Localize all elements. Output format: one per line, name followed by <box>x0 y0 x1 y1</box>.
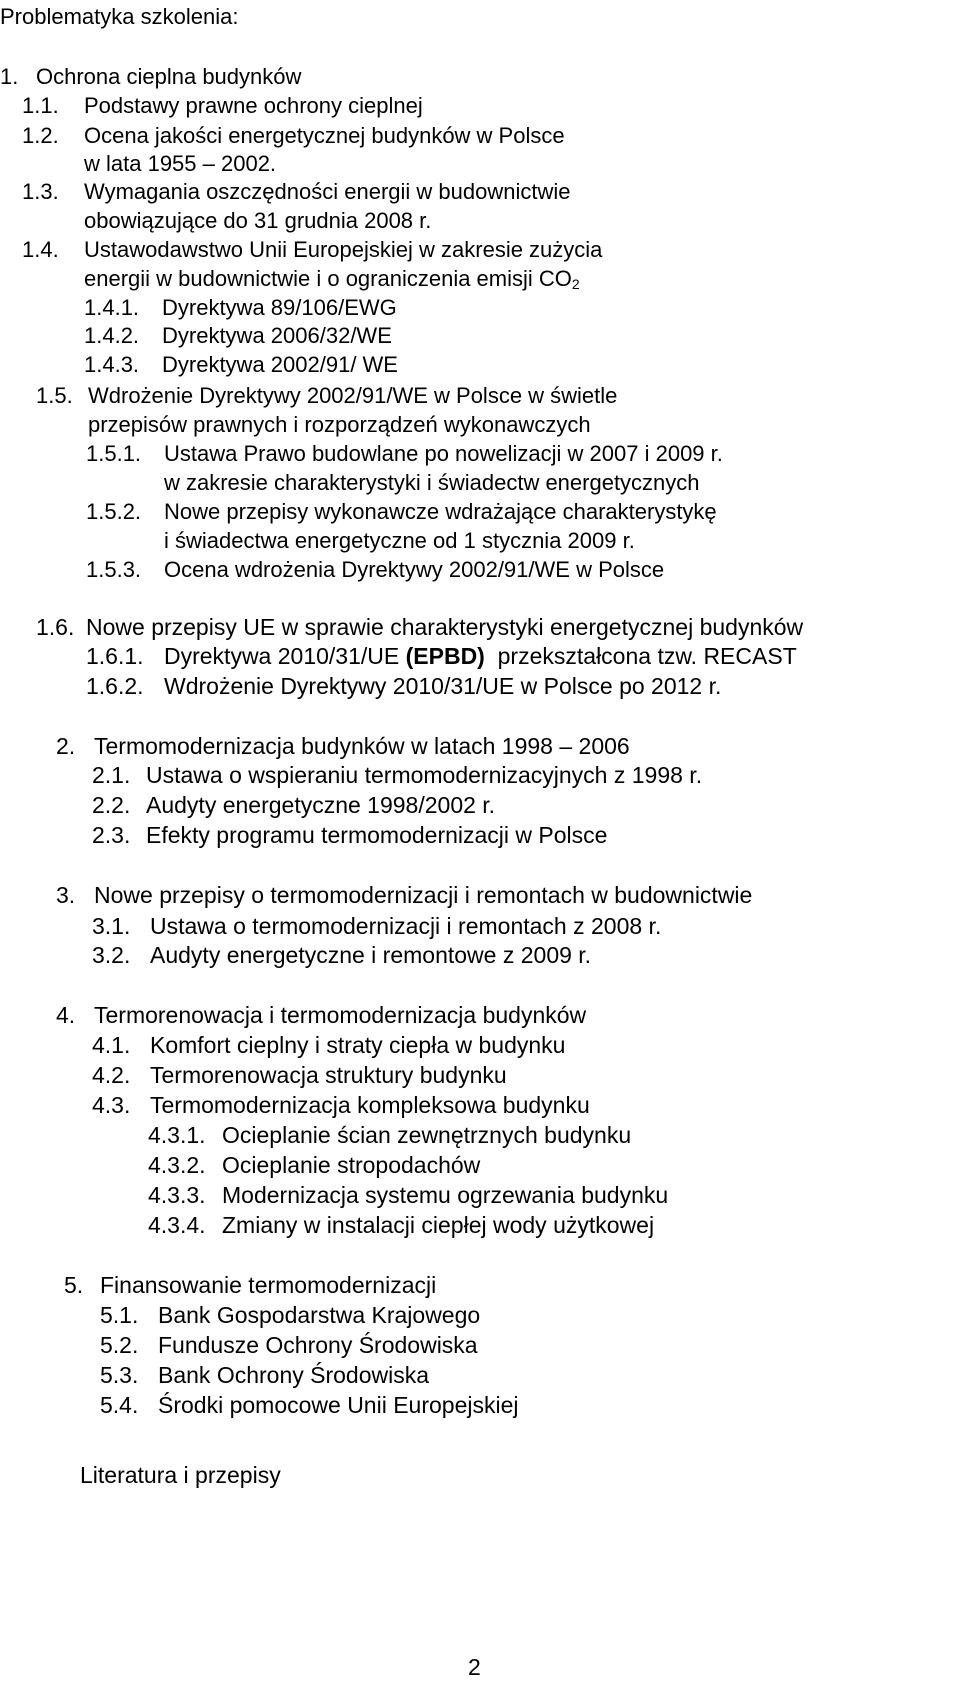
list-item-5-2 <box>100 1332 478 1358</box>
item-number: 4.3.1. <box>148 1122 206 1148</box>
literature-heading: Literatura i przepisy <box>80 1462 281 1488</box>
item-number: 1.2. <box>22 123 59 148</box>
list-item-1-4-2 <box>84 323 392 349</box>
item-text: energii w budownictwie i o ograniczenia emisji CO <box>84 266 572 291</box>
list-item-1-2-continuation: w lata 1955 – 2002. <box>84 151 277 176</box>
item-text: Ocieplanie ścian zewnętrznych budynku <box>222 1122 632 1148</box>
item-number: 4.3.3. <box>148 1182 206 1208</box>
list-item-5-3 <box>100 1362 429 1388</box>
section-2-title <box>56 733 630 759</box>
list-item-5-4 <box>100 1392 519 1418</box>
item-text: Bank Gospodarstwa Krajowego <box>158 1302 481 1328</box>
section-3-title <box>56 882 752 908</box>
item-number: 2.3. <box>92 822 131 848</box>
list-item-4-3-2 <box>148 1152 480 1178</box>
item-text: Nowe przepisy wykonawcze wdrażające charakterystykę <box>164 499 717 524</box>
item-number: 1.4.1. <box>84 295 140 320</box>
item-number: 2. <box>56 733 76 759</box>
item-text: Nowe przepisy o termomodernizacji i remontach w budownictwie <box>94 882 753 908</box>
item-text: przekształcona tzw. RECAST <box>484 643 797 669</box>
item-text: Dyrektywa 89/106/EWG <box>162 295 397 320</box>
list-item-2-1 <box>92 762 702 788</box>
item-number: 5.2. <box>100 1332 139 1358</box>
list-item-1-3-continuation: obowiązujące do 31 grudnia 2008 r. <box>84 208 432 233</box>
list-item-2-2 <box>92 792 495 818</box>
item-number: 5.4. <box>100 1392 139 1418</box>
item-text: Wymagania oszczędności energii w budownictwie <box>84 179 571 204</box>
list-item-1-4-continuation <box>84 266 580 297</box>
item-text: Termomodernizacja kompleksowa budynku <box>150 1092 590 1118</box>
item-text: Ustawa o termomodernizacji i remontach z 2008 r. <box>150 913 662 939</box>
section-5-title <box>64 1272 436 1298</box>
item-number: 4.3.4. <box>148 1212 206 1238</box>
item-text: Ustawodawstwo Unii Europejskiej w zakresie zużycia <box>84 237 603 262</box>
section-1-title <box>0 64 301 90</box>
item-number: 1.5.2. <box>86 499 142 524</box>
item-text: Wdrożenie Dyrektywy 2002/91/WE w Polsce w świetle <box>88 383 618 408</box>
item-text: Modernizacja systemu ogrzewania budynku <box>222 1182 669 1208</box>
list-item-1-5-1 <box>86 441 723 467</box>
list-item-4-1 <box>92 1032 565 1058</box>
item-text: Nowe przepisy UE w sprawie charakterystyki energetycznej budynków <box>86 614 804 640</box>
item-text: Dyrektywa 2010/31/UE <box>164 643 406 669</box>
subscript: 2 <box>571 276 580 292</box>
item-text: Ustawa o wspieraniu termomodernizacyjnych z 1998 r. <box>146 762 703 788</box>
item-text: Termorenowacja i termomodernizacja budynków <box>94 1002 587 1028</box>
item-text: Ocieplanie stropodachów <box>222 1152 481 1178</box>
item-number: 1.3. <box>22 179 59 204</box>
list-item-1-5-2 <box>86 499 717 525</box>
item-number: 3.1. <box>92 913 131 939</box>
list-item-1-4-3 <box>84 352 398 378</box>
page-heading: Problematyka szkolenia: <box>0 4 239 29</box>
page-number: 2 <box>468 1654 481 1680</box>
list-item-1-5-3 <box>86 557 664 583</box>
item-text: Ocena wdrożenia Dyrektywy 2002/91/WE w Polsce <box>164 557 665 582</box>
item-text-bold: (EPBD) <box>405 643 485 669</box>
list-item-4-3 <box>92 1092 590 1118</box>
item-number: 5.1. <box>100 1302 139 1328</box>
item-text: Dyrektywa 2002/91/ WE <box>162 352 398 377</box>
item-number: 5. <box>64 1272 84 1298</box>
list-item-1-5 <box>36 383 617 409</box>
list-item-4-2 <box>92 1062 507 1088</box>
list-item-1-4-1 <box>84 295 397 321</box>
item-text: Dyrektywa 2006/32/WE <box>162 323 392 348</box>
list-item-1-6-1 <box>86 643 797 669</box>
list-item-5-1 <box>100 1302 480 1328</box>
list-item-1-5-2-continuation: i świadectwa energetyczne od 1 stycznia 2009 r. <box>164 528 635 553</box>
list-item-3-1 <box>92 913 661 939</box>
item-text: Termomodernizacja budynków w latach 1998 – 2006 <box>94 733 630 759</box>
item-number: 1.1. <box>22 93 59 118</box>
item-number: 3. <box>56 882 76 908</box>
item-number: 4. <box>56 1002 76 1028</box>
item-text: Termorenowacja struktury budynku <box>150 1062 507 1088</box>
item-number: 2.1. <box>92 762 131 788</box>
item-text: Ochrona cieplna budynków <box>36 64 302 89</box>
list-item-3-2 <box>92 942 591 968</box>
item-text: Podstawy prawne ochrony cieplnej <box>84 93 423 118</box>
item-text: Finansowanie termomodernizacji <box>100 1272 437 1298</box>
item-number: 1.4.3. <box>84 352 140 377</box>
item-number: 1.5. <box>36 383 73 408</box>
item-text: Bank Ochrony Środowiska <box>158 1362 430 1388</box>
item-number: 2.2. <box>92 792 131 818</box>
item-text: Audyty energetyczne 1998/2002 r. <box>146 792 496 818</box>
item-number: 1. <box>0 64 19 89</box>
list-item-4-3-3 <box>148 1182 668 1208</box>
item-text: Zmiany w instalacji ciepłej wody użytkowej <box>222 1212 655 1238</box>
section-4-title <box>56 1002 586 1028</box>
list-item-1-5-1-continuation: w zakresie charakterystyki i świadectw energetycznych <box>164 470 700 495</box>
item-number: 1.5.1. <box>86 441 142 466</box>
item-number: 1.5.3. <box>86 557 142 582</box>
list-item-4-3-4 <box>148 1212 654 1238</box>
item-number: 1.6. <box>36 614 75 640</box>
list-item-1-6-2 <box>86 673 721 699</box>
item-text: Ocena jakości energetycznej budynków w Polsce <box>84 123 565 148</box>
item-number: 1.4.2. <box>84 323 140 348</box>
item-number: 4.3. <box>92 1092 131 1118</box>
item-number: 4.1. <box>92 1032 131 1058</box>
item-text: Ustawa Prawo budowlane po nowelizacji w 2007 i 2009 r. <box>164 441 723 466</box>
item-text: Komfort cieplny i straty ciepła w budynku <box>150 1032 566 1058</box>
item-number: 1.6.1. <box>86 643 144 669</box>
item-number: 4.3.2. <box>148 1152 206 1178</box>
item-text: Środki pomocowe Unii Europejskiej <box>158 1392 519 1418</box>
list-item-1-5-continuation: przepisów prawnych i rozporządzeń wykonawczych <box>88 412 591 437</box>
item-text: Audyty energetyczne i remontowe z 2009 r. <box>150 942 592 968</box>
list-item-1-3 <box>22 179 570 205</box>
item-text: Efekty programu termomodernizacji w Polsce <box>146 822 608 848</box>
item-text: Fundusze Ochrony Środowiska <box>158 1332 478 1358</box>
list-item-1-6 <box>36 614 803 640</box>
list-item-2-3 <box>92 822 607 848</box>
item-number: 3.2. <box>92 942 131 968</box>
list-item-1-2 <box>22 123 565 149</box>
item-number: 5.3. <box>100 1362 139 1388</box>
list-item-1-4 <box>22 237 602 263</box>
item-number: 1.4. <box>22 237 59 262</box>
item-text: Wdrożenie Dyrektywy 2010/31/UE w Polsce po 2012 r. <box>164 673 722 699</box>
item-number: 4.2. <box>92 1062 131 1088</box>
list-item-4-3-1 <box>148 1122 631 1148</box>
item-number: 1.6.2. <box>86 673 144 699</box>
list-item-1-1 <box>22 93 423 119</box>
